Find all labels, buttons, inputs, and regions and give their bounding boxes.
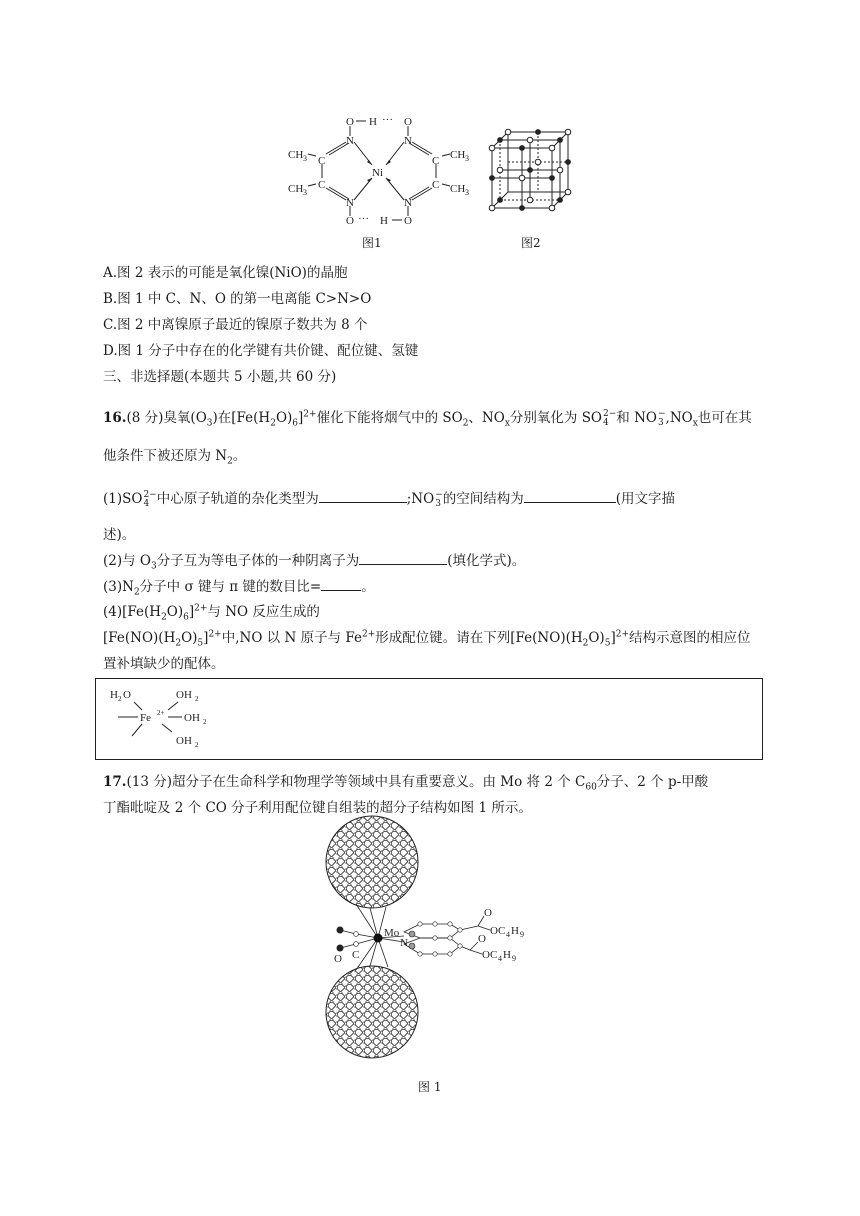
option-b: B.图 1 中 C、N、O 的第一电离能 C>N>O — [103, 291, 372, 307]
q16-intro-line1: 16.(8 分)臭氧$(O_3)$在$[Fe(H_2O)_6]^{2+}$催化下能将烟气中的 $SO_2$、$NO_x$分别氧化为 SO 2− 4 和 NO − 3 $,NO_x$也可在其 — [103, 408, 752, 429]
supramolecule-figure — [300, 812, 550, 1068]
svg-text:OH: OH — [176, 735, 192, 747]
q16-sub1: (1)SO 2− 4 中心原子轨道的杂化类型为 ;NO − 3 的空间结构为 (用文字描 — [103, 489, 676, 509]
answer-blank-hybridization[interactable] — [319, 488, 407, 503]
atom-c: C — [318, 155, 326, 167]
q16-sub1-cont: 述)。 — [103, 527, 136, 543]
c60-cage-bottom — [326, 966, 418, 1058]
q16-sub2: (2)与 $O_3$分子互为等电子体的一种阴离子为 (填化学式)。 — [103, 550, 525, 571]
svg-text:9: 9 — [512, 954, 516, 963]
svg-text:2: 2 — [195, 741, 199, 749]
atom-n: N — [346, 197, 354, 209]
answer-blank-anion[interactable] — [359, 550, 447, 565]
svg-text:4: 4 — [498, 954, 502, 963]
q17-intro-line1: 17.(13 分)超分子在生命科学和物理学等领域中具有重要意义。由 Mo 将 2 个 $C_{60}$分子、2 个 p-甲酸 — [103, 774, 709, 793]
nitrate-ion: NO − 3 — [634, 408, 666, 428]
atom-h: H — [380, 215, 388, 227]
svg-text:H: H — [503, 949, 511, 961]
atom-c: C — [432, 155, 440, 167]
atom-ni: Ni — [372, 167, 383, 179]
figure1-ni-complex — [280, 112, 480, 230]
hbond-dots: ··· — [358, 213, 369, 225]
methyl: CH — [450, 149, 466, 161]
label-o: O — [334, 953, 342, 965]
atom-o: O — [404, 116, 412, 128]
atom-n: N — [404, 197, 412, 209]
atom-o: O — [346, 215, 354, 227]
svg-text:O: O — [478, 933, 486, 945]
svg-text:O: O — [123, 689, 131, 701]
option-d: D.图 1 分子中存在的化学键有共价键、配位键、氢键 — [103, 343, 419, 359]
methyl: CH — [288, 183, 304, 195]
atom-c: C — [318, 179, 326, 191]
svg-text:OH: OH — [176, 689, 192, 701]
q17-intro-line2: 丁酯吡啶及 2 个 CO 分子利用配位键自组装的超分子结构如图 1 所示。 — [103, 800, 532, 816]
svg-text:3: 3 — [303, 154, 307, 163]
section-heading: 三、非选择题(本题共 5 小题,共 60 分) — [103, 369, 337, 385]
label-n: N — [400, 937, 408, 949]
iron-center: Fe — [140, 712, 151, 724]
q16-sub3: $(3)N_2$分子中 σ 键与 π 键的数目比= 。 — [103, 576, 375, 597]
svg-text:9: 9 — [520, 930, 524, 939]
atom-n: N — [404, 135, 412, 147]
atom-c: C — [432, 179, 440, 191]
methyl: CH — [288, 149, 304, 161]
svg-text:2: 2 — [195, 695, 199, 703]
fe-complex-diagram — [110, 684, 230, 754]
figure2-label: 图2 — [521, 236, 541, 250]
svg-text:2: 2 — [203, 718, 207, 726]
label-mo: Mo — [384, 927, 400, 939]
c60-cage-top — [326, 816, 418, 908]
svg-text:OC: OC — [482, 949, 498, 961]
svg-text:3: 3 — [465, 188, 469, 197]
svg-text:OH: OH — [184, 712, 200, 724]
sulfate-ion: SO 2− 4 — [581, 408, 617, 428]
methyl: CH — [450, 183, 466, 195]
mo-atom — [374, 934, 383, 943]
q16-sub4-line3: 置补填缺少的配体。 — [103, 656, 225, 672]
answer-blank-structure[interactable] — [524, 488, 616, 503]
svg-text:H: H — [511, 925, 519, 937]
q16-sub4-line2: $[Fe(NO)(H_2O)_5]^{2+}$中,NO 以 N 原子与 $Fe^{2+}$形成配位键。请在下列$[Fe(NO)(H_2O)_5]^{2+}$结构示意图的相应位 — [103, 629, 751, 649]
figure1-bottom-label: 图 1 — [418, 1080, 442, 1094]
svg-text:O: O — [484, 907, 492, 919]
q16-sub4: $(4)[Fe(H_2O)_6]^{2+}$与 NO 反应生成的 — [103, 603, 320, 623]
figure1-label: 图1 — [362, 236, 382, 250]
option-c: C.图 2 中离镍原子最近的镍原子数共为 8 个 — [103, 317, 368, 333]
svg-text:3: 3 — [465, 154, 469, 163]
svg-text:4: 4 — [506, 930, 510, 939]
answer-blank-ratio[interactable] — [321, 576, 361, 591]
atom-o: O — [404, 215, 412, 227]
atom-o: O — [346, 116, 354, 128]
svg-text:OC: OC — [490, 925, 506, 937]
label-c: C — [352, 949, 360, 961]
atom-n: N — [346, 135, 354, 147]
svg-text:2: 2 — [118, 695, 122, 703]
svg-text:3: 3 — [303, 188, 307, 197]
hbond-dots: ··· — [382, 114, 393, 126]
svg-text:H: H — [110, 689, 118, 701]
svg-text:2+: 2+ — [157, 709, 165, 717]
atom-h: H — [369, 116, 377, 128]
figure2-crystal-cell — [484, 124, 574, 216]
option-a: A.图 2 表示的可能是氧化镍(NiO)的晶胞 — [103, 265, 348, 281]
q16-intro-line2: 他条件下被还原为 $N_2$。 — [103, 448, 247, 467]
